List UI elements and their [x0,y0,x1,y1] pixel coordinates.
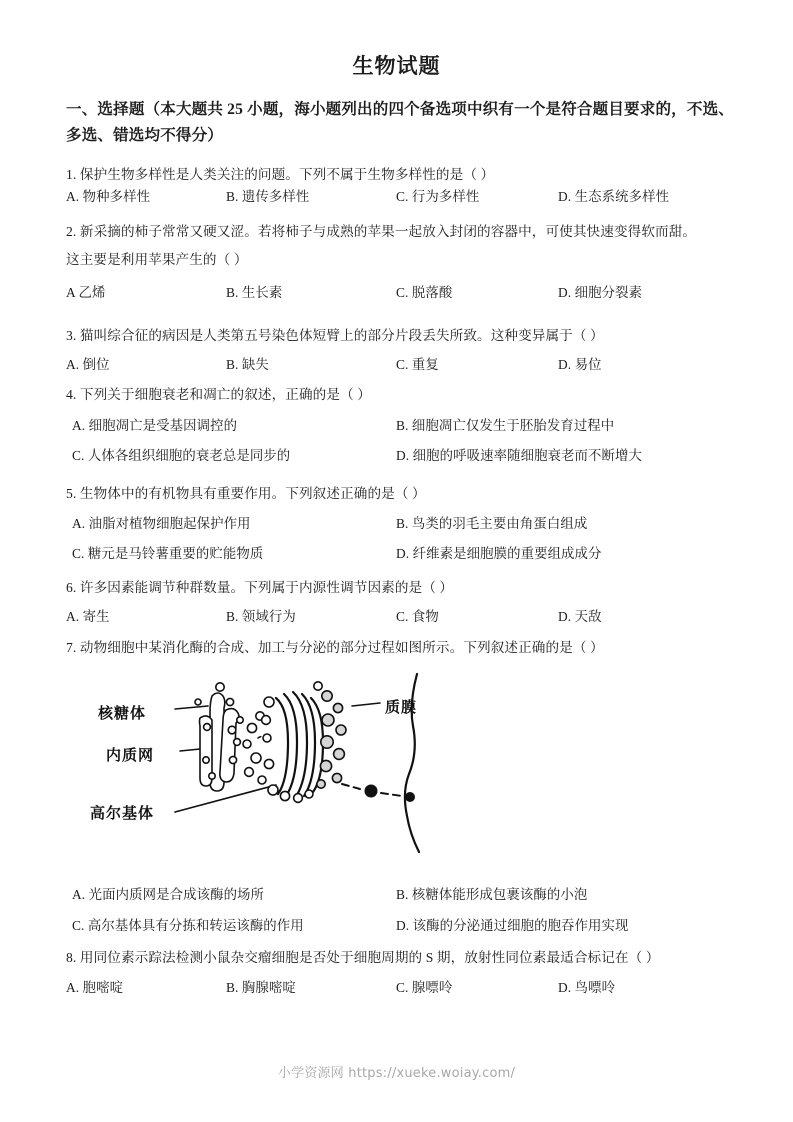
option-b[interactable]: B. 遗传多样性 [226,189,310,204]
question-4-options-row-1 [66,416,746,436]
footer-watermark: 小学资源网 https://xueke.woiay.com/ [277,1066,516,1081]
question-8-stem: 8. 用同位素示踪法检测小鼠杂交瘤细胞是否处于细胞周期的 S 期，放射性同位素最适合标记在（ ） [66,950,660,965]
option-b[interactable]: B. 胸腺嘧啶 [226,980,296,995]
section-heading: 一、选择题（本大题共 25 小题，海小题列出的四个备选项中织有一个是符合题目要求的，不选、多选、错选均不得分） [66,101,734,144]
option-d[interactable]: D. 纤维素是细胞膜的重要组成成分 [396,546,602,561]
option-d[interactable]: D. 生态系统多样性 [558,189,670,204]
question-2-options [66,283,746,303]
question-7-stem: 7. 动物细胞中某消化酶的合成、加工与分泌的部分过程如图所示。下列叙述正确的是（ ） [66,640,604,655]
option-c[interactable]: C. 食物 [396,609,439,624]
option-c[interactable]: C. 脱落酸 [396,285,453,300]
option-a[interactable]: A 乙烯 [66,285,106,300]
diagram-svg [80,672,500,862]
figure-label-golgi: 高尔基体 [90,806,155,822]
figure-label-ribosome: 核糖体 [98,706,147,722]
question-2-stem-line-1: 2. 新采摘的柿子常常又硬又涩。若将柿子与成熟的苹果一起放入封闭的容器中，可使其快速变得软而甜。 [66,224,697,239]
option-b[interactable]: B. 缺失 [226,357,269,372]
option-a[interactable]: A. 油脂对植物细胞起保护作用 [72,516,251,531]
option-a[interactable]: A. 寄生 [66,609,110,624]
question-6-stem: 6. 许多因素能调节种群数量。下列属于内源性调节因素的是（ ） [66,580,454,595]
figure-label-plasma-membrane: 质膜 [385,700,418,716]
option-a[interactable]: A. 倒位 [66,357,110,372]
question-7-options-row-2 [66,916,746,936]
option-c[interactable]: C. 腺嘌呤 [396,980,453,995]
option-b[interactable]: B. 核糖体能形成包裹该酶的小泡 [396,887,588,902]
question-1-stem: 1. 保护生物多样性是人类关注的问题。下列不属于生物多样性的是（ ） [66,167,495,182]
question-7-options-row-1 [66,885,746,905]
option-d[interactable]: D. 天敌 [558,609,602,624]
option-c[interactable]: C. 行为多样性 [396,189,480,204]
option-d[interactable]: D. 易位 [558,357,602,372]
option-d[interactable]: D. 细胞分裂素 [558,285,643,300]
option-c[interactable]: C. 糖元是马铃薯重要的贮能物质 [72,546,264,561]
page-title: 生物试题 [352,54,441,78]
option-b[interactable]: B. 生长素 [226,285,283,300]
cell-secretion-diagram [80,672,500,862]
question-3-stem: 3. 猫叫综合征的病因是人类第五号染色体短臂上的部分片段丢失所致。这种变异属于（ ） [66,328,604,343]
option-b[interactable]: B. 领域行为 [226,609,296,624]
option-a[interactable]: A. 光面内质网是合成该酶的场所 [72,887,265,902]
leader-line-ribosome [175,706,208,709]
option-a[interactable]: A. 胞嘧啶 [66,980,124,995]
option-a[interactable]: A. 物种多样性 [66,189,151,204]
option-a[interactable]: A. 细胞凋亡是受基因调控的 [72,418,238,433]
option-c[interactable]: C. 重复 [396,357,439,372]
question-3-options [66,355,746,375]
option-b[interactable]: B. 鸟类的羽毛主要由角蛋白组成 [396,516,588,531]
question-8-options [66,978,746,998]
question-5-options-row-1 [66,514,746,534]
option-c[interactable]: C. 高尔基体具有分拣和转运该酶的作用 [72,918,304,933]
question-2-stem-line-2: 这主要是利用苹果产生的（ ） [66,252,248,267]
figure-label-endoplasmic-reticulum: 内质网 [106,748,155,764]
option-d[interactable]: D. 该酶的分泌通过细胞的胞吞作用实现 [396,918,629,933]
question-4-stem: 4. 下列关于细胞衰老和凋亡的叙述，正确的是（ ） [66,387,371,402]
question-4-options-row-2 [66,446,746,466]
option-b[interactable]: B. 细胞凋亡仅发生于胚胎发育过程中 [396,418,615,433]
option-d[interactable]: D. 细胞的呼吸速率随细胞衰老而不断增大 [396,448,643,463]
option-d[interactable]: D. 鸟嘌呤 [558,980,616,995]
question-1-options [66,187,746,207]
question-5-stem: 5. 生物体中的有机物具有重要作用。下列叙述正确的是（ ） [66,486,426,501]
question-5-options-row-2 [66,544,746,564]
question-6-options [66,607,746,627]
option-c[interactable]: C. 人体各组织细胞的衰老总是同步的 [72,448,291,463]
